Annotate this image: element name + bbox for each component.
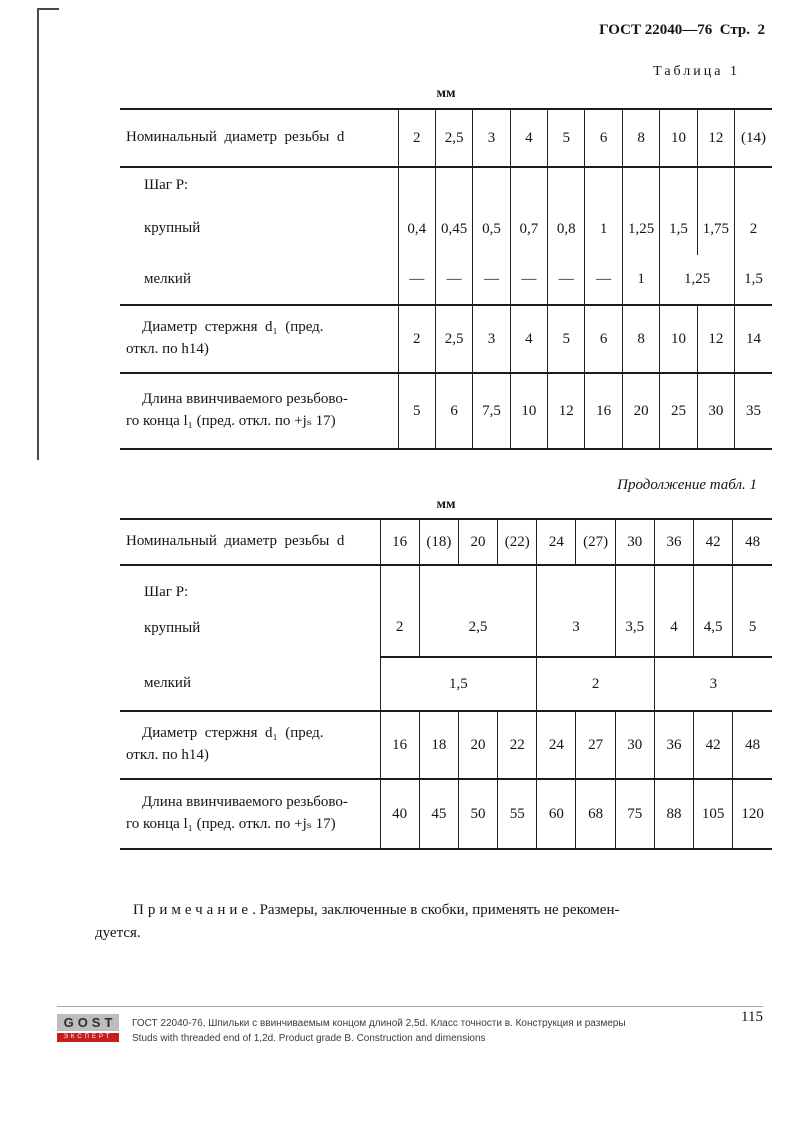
- table-cell: [435, 167, 472, 203]
- table-cell: 0,45: [435, 203, 472, 255]
- table-cell: —: [585, 255, 622, 305]
- row-label: Длина ввинчиваемого резьбово- го конца l₁ (пред. откл. по +jₛ 17): [120, 373, 398, 449]
- table-cell: 1,5: [735, 255, 772, 305]
- row-label: Длина ввинчиваемого резьбово- го конца l₁ (пред. откл. по +jₛ 17): [120, 779, 380, 849]
- table-cell: 2: [537, 657, 655, 711]
- table-cell: 18: [419, 711, 458, 779]
- table-cell: 8: [622, 305, 659, 373]
- table-cell: 20: [458, 519, 497, 565]
- table-cell: 0,5: [473, 203, 510, 255]
- table-cell: 0,4: [398, 203, 435, 255]
- table-cell: 30: [615, 711, 654, 779]
- row-label: мелкий: [120, 657, 380, 711]
- table-cell: 3,5: [615, 565, 654, 657]
- table-cell: 2: [735, 203, 772, 255]
- table-cell: (27): [576, 519, 615, 565]
- table-cell: 42: [694, 711, 733, 779]
- row-label: Диаметр стержня d₁ (пред. откл. по h14): [120, 305, 398, 373]
- row-label: крупный: [144, 220, 201, 237]
- table-1: [120, 108, 772, 450]
- table-cell: 2: [398, 109, 435, 167]
- table-cell: 12: [697, 109, 734, 167]
- table-cell: 88: [654, 779, 693, 849]
- table-cell: [622, 167, 659, 203]
- table-cell: 5: [548, 109, 585, 167]
- table-cell: (14): [735, 109, 772, 167]
- table-cell: [660, 167, 697, 203]
- table-row-nominal: [120, 519, 772, 565]
- table-cell: 1,5: [380, 657, 537, 711]
- table-cell: [473, 167, 510, 203]
- table-cell: 16: [585, 373, 622, 449]
- row-label: Номинальный диаметр резьбы d: [120, 109, 398, 167]
- scan-artifact-vertical-line: [37, 8, 39, 460]
- table-cell: 35: [735, 373, 772, 449]
- table-row-rod: [120, 305, 772, 373]
- table-cell: 36: [654, 711, 693, 779]
- table-cell: 8: [622, 109, 659, 167]
- table-cell: 10: [660, 109, 697, 167]
- table-cell: 5: [548, 305, 585, 373]
- table-cell: 36: [654, 519, 693, 565]
- table-cell: —: [435, 255, 472, 305]
- table-cell: 40: [380, 779, 419, 849]
- row-label: Номинальный диаметр резьбы d: [120, 519, 380, 565]
- table-cell: —: [473, 255, 510, 305]
- table-row-rod: [120, 711, 772, 779]
- table-cell: 20: [622, 373, 659, 449]
- table-cell: 6: [585, 305, 622, 373]
- footer-title-en: Studs with threaded end of 1,2d. Product grade B. Construction and dimensions: [132, 1032, 486, 1044]
- table-row-step-fine: [120, 255, 772, 305]
- table-cell: 0,7: [510, 203, 547, 255]
- table-cell: —: [398, 255, 435, 305]
- table-cell: 2: [380, 565, 419, 657]
- table-cell: 2,5: [419, 565, 537, 657]
- table-cell: 4: [510, 305, 547, 373]
- table-cell: 60: [537, 779, 576, 849]
- table-cell: 0,8: [548, 203, 585, 255]
- table-cell: [510, 167, 547, 203]
- table-cell: 68: [576, 779, 615, 849]
- table-cell: [398, 167, 435, 203]
- table-cell: 1: [585, 203, 622, 255]
- table1-caption: Таблица 1: [653, 64, 740, 79]
- table-cell: 16: [380, 519, 419, 565]
- table-cell: [697, 167, 734, 203]
- footer-divider: [57, 1006, 763, 1007]
- table-cell: 22: [498, 711, 537, 779]
- table-row-length: [120, 373, 772, 449]
- logo-top-text: GOST: [57, 1014, 119, 1031]
- table-cell: —: [548, 255, 585, 305]
- table-cell: 5: [398, 373, 435, 449]
- row-label: Диаметр стержня d₁ (пред. откл. по h14): [120, 711, 380, 779]
- table-cell: 3: [473, 109, 510, 167]
- table-cell: 20: [458, 711, 497, 779]
- table-cell: 120: [733, 779, 772, 849]
- table-cell: 42: [694, 519, 733, 565]
- footer-text: [132, 1017, 692, 1046]
- table-cell: 24: [537, 519, 576, 565]
- table-row-step-fine: [120, 657, 772, 711]
- table-cell: 2,5: [435, 305, 472, 373]
- table-cell: 4,5: [694, 565, 733, 657]
- table-cell: 50: [458, 779, 497, 849]
- note-text: . Размеры, заключенные в скобки, применять не рекомен-: [252, 902, 620, 918]
- table-cell: (18): [419, 519, 458, 565]
- table-cell: [585, 167, 622, 203]
- table-cell: 48: [733, 711, 772, 779]
- table-cell: 12: [548, 373, 585, 449]
- row-label: мелкий: [120, 255, 398, 305]
- table-cell: 2: [398, 305, 435, 373]
- table-cell: 6: [435, 373, 472, 449]
- table-2-continuation: [120, 518, 772, 850]
- table-row-length: [120, 779, 772, 849]
- table-cell: 4: [654, 565, 693, 657]
- table-cell: 25: [660, 373, 697, 449]
- table-cell: 14: [735, 305, 772, 373]
- table-cell: 27: [576, 711, 615, 779]
- table-cell: 30: [697, 373, 734, 449]
- note-text-continued: дуется.: [95, 924, 141, 941]
- table-cell: 6: [585, 109, 622, 167]
- table-cell: 55: [498, 779, 537, 849]
- table-cell: 1,5: [660, 203, 697, 255]
- table-row-nominal: [120, 109, 772, 167]
- table-cell: 10: [660, 305, 697, 373]
- table-cell: 3: [537, 565, 615, 657]
- table-row-step-label: [120, 167, 772, 203]
- table-cell: 5: [733, 565, 772, 657]
- table-cell: 4: [510, 109, 547, 167]
- units-label-table1: мм: [436, 86, 456, 101]
- table-cell: 1,25: [622, 203, 659, 255]
- units-label-table2: мм: [436, 497, 456, 512]
- table-cell: —: [510, 255, 547, 305]
- table-cell: (22): [498, 519, 537, 565]
- table-cell: 3: [654, 657, 772, 711]
- table-cell: 3: [473, 305, 510, 373]
- table-cell: [735, 167, 772, 203]
- gost-expert-logo: [57, 1014, 119, 1042]
- row-label: Шаг P: крупный: [144, 584, 201, 636]
- table-row-step-coarse: [120, 203, 772, 255]
- table-cell: 1,75: [697, 203, 734, 255]
- table-cell: 12: [697, 305, 734, 373]
- table-cell: 30: [615, 519, 654, 565]
- table-cell: 10: [510, 373, 547, 449]
- table-cell: 1,25: [660, 255, 735, 305]
- logo-bottom-text: ЭКСПЕРТ: [57, 1033, 119, 1042]
- table-cell: [548, 167, 585, 203]
- table-cell: 7,5: [473, 373, 510, 449]
- note: [95, 899, 767, 944]
- table-cell: 16: [380, 711, 419, 779]
- table-cell: 24: [537, 711, 576, 779]
- note-keyword: Примечание: [133, 902, 253, 918]
- footer-title-ru: ГОСТ 22040-76, Шпильки с ввинчиваемым концом длиной 2,5d. Класс точности в. Конструкция и размеры: [132, 1018, 626, 1029]
- table2-caption: Продолжение табл. 1: [617, 477, 757, 493]
- page-header: ГОСТ 22040—76 Стр. 2: [599, 22, 765, 38]
- page-number: 115: [741, 1009, 763, 1025]
- table-row-step-coarse: [120, 565, 772, 657]
- table-cell: 75: [615, 779, 654, 849]
- table-cell: 105: [694, 779, 733, 849]
- table-cell: 1: [622, 255, 659, 305]
- table-cell: 45: [419, 779, 458, 849]
- table-cell: 48: [733, 519, 772, 565]
- row-label: Шаг P:: [144, 176, 189, 193]
- table-cell: 2,5: [435, 109, 472, 167]
- scan-artifact-horizontal-tick: [37, 8, 59, 10]
